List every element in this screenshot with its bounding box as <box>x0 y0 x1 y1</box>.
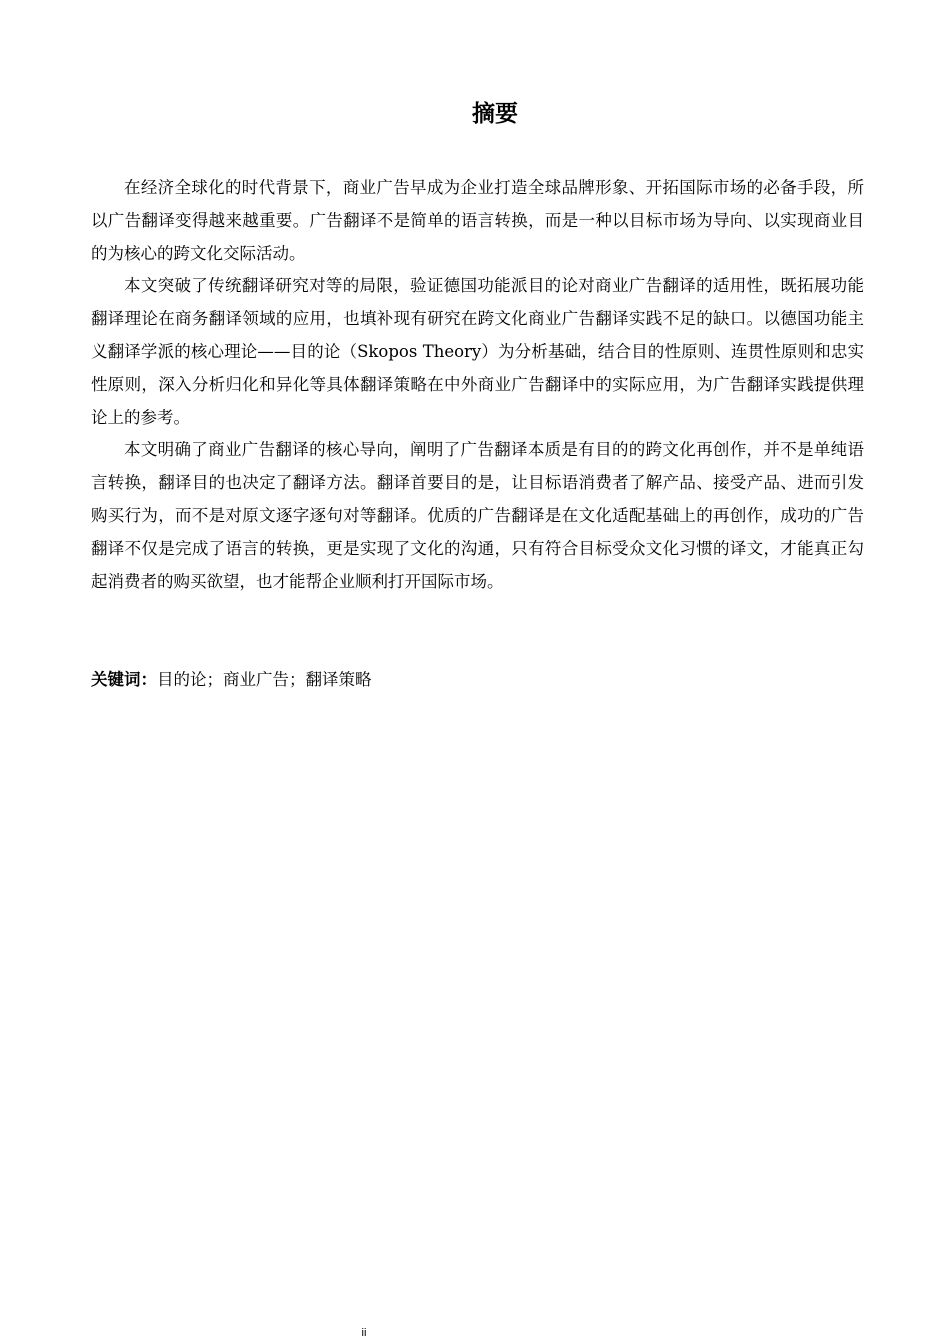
keywords-line <box>91 664 864 696</box>
abstract-paragraph-1: 在经济全球化的时代背景下，商业广告早成为企业打造全球品牌形象、开拓国际市场的必备手段，所以广告翻译变得越来越重要。广告翻译不是简单的语言转换，而是一种以目标市场为导向、以实现商业目的为核心的跨文化交际活动。 <box>91 178 864 263</box>
keywords-text: 目的论；商业广告；翻译策略 <box>157 670 372 689</box>
abstract-body <box>91 172 864 598</box>
keywords-label: 关键词： <box>91 670 157 689</box>
abstract-paragraph-3: 本文明确了商业广告翻译的核心导向，阐明了广告翻译本质是有目的的跨文化再创作，并不是单纯语言转换，翻译目的也决定了翻译方法。翻译首要目的是，让目标语消费者了解产品、接受产品、进而引发购买行为，而不是对原文逐字逐句对等翻译。优质的广告翻译是在文化适配基础上的再创作，成功的广告翻译不仅是完成了语言的转换，更是实现了文化的沟通，只有符合目标受众文化习惯的译文，才能真正勾起消费者的购买欲望，也才能帮企业顺利打开国际市场。 <box>91 440 864 591</box>
abstract-paragraph-2: 本文突破了传统翻译研究对等的局限，验证德国功能派目的论对商业广告翻译的适用性，既拓展功能翻译理论在商务翻译领域的应用，也填补现有研究在跨文化商业广告翻译实践不足的缺口。以德国功能主义翻译学派的核心理论——目的论（Skopos Theory）为分析基础，结合目的性原则、连贯性原则和忠实性原则，深入分析归化和异化等具体翻译策略在中外商业广告翻译中的实际应用，为广告翻译实践提供理论上的参考。 <box>91 276 864 427</box>
page-title: 摘要 <box>472 101 518 127</box>
page-number: ii <box>361 1327 367 1339</box>
